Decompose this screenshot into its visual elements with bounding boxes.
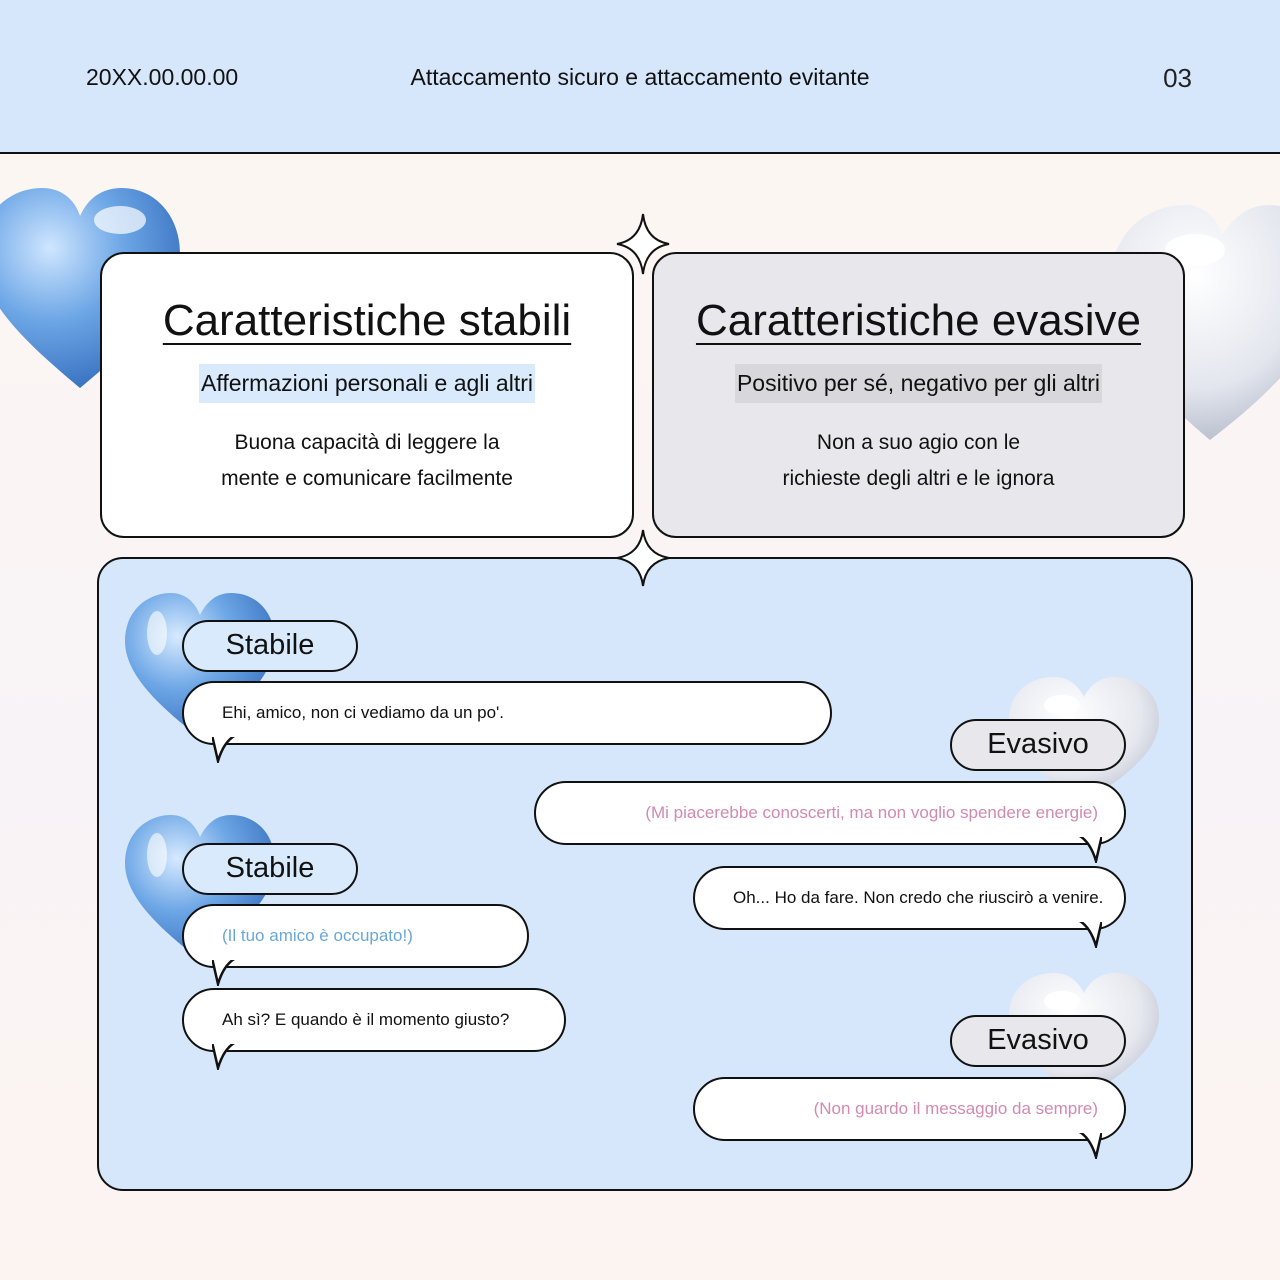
bubble-tail-icon: [212, 1042, 236, 1070]
bubble-tail-icon: [1078, 835, 1102, 863]
evasive-card-description: [654, 425, 1183, 497]
chat-bubble-stable-thought: [182, 904, 529, 968]
stable-desc-line-1: Buona capacità di leggere la: [234, 431, 500, 454]
chat-bubble-stable: [182, 681, 832, 745]
stable-card-title: Caratteristiche stabili: [162, 296, 572, 345]
chat-message-text: Ah sì? E quando è il momento giusto?: [222, 1010, 510, 1029]
evasive-speaker-tag: Evasivo: [950, 1015, 1126, 1067]
chat-message-text: Ehi, amico, non ci vediamo da un po'.: [222, 703, 505, 722]
stable-card-description: [102, 425, 632, 497]
chat-bubble-evasive: [693, 866, 1126, 930]
stable-card-subtitle: Affermazioni personali e agli altri: [199, 364, 535, 403]
evasive-speaker-tag: Evasivo: [950, 719, 1126, 771]
page-title-text: Attaccamento sicuro e attaccamento evitante: [410, 64, 870, 90]
stable-speaker-tag: Stabile: [182, 843, 358, 895]
page-title: [0, 64, 1280, 91]
chat-message-text: (Non guardo il messaggio da sempre): [813, 1099, 1098, 1118]
evasive-desc-line-1: Non a suo agio con le: [816, 431, 1021, 454]
bubble-tail-icon: [1078, 1131, 1102, 1159]
chat-panel: [97, 557, 1193, 1191]
stable-desc-line-2: mente e comunicare facilmente: [221, 467, 513, 490]
bubble-tail-icon: [212, 958, 236, 986]
date-label: 20XX.00.00.00: [86, 64, 239, 90]
page-number: 03: [1163, 63, 1192, 93]
evasive-desc-line-2: richieste degli altri e le ignora: [782, 467, 1055, 490]
chat-bubble-stable: [182, 988, 566, 1052]
chat-bubble-evasive-thought: [693, 1077, 1126, 1141]
stable-characteristics-card: [100, 252, 634, 538]
bubble-tail-icon: [212, 735, 236, 763]
evasive-card-title: Caratteristiche evasive: [695, 296, 1142, 345]
sparkle-icon: [615, 528, 671, 588]
header-bar: [0, 0, 1280, 154]
stable-speaker-tag: Stabile: [182, 620, 358, 672]
evasive-card-subtitle: Positivo per sé, negativo per gli altri: [735, 364, 1102, 403]
bubble-tail-icon: [1078, 920, 1102, 948]
chat-message-text: Oh... Ho da fare. Non credo che riuscirò a venire.: [733, 888, 1104, 907]
chat-message-text: (Il tuo amico è occupato!): [222, 926, 413, 945]
chat-bubble-evasive-thought: [534, 781, 1126, 845]
evasive-characteristics-card: [652, 252, 1185, 538]
chat-message-text: (Mi piacerebbe conoscerti, ma non voglio spendere energie): [645, 803, 1098, 822]
